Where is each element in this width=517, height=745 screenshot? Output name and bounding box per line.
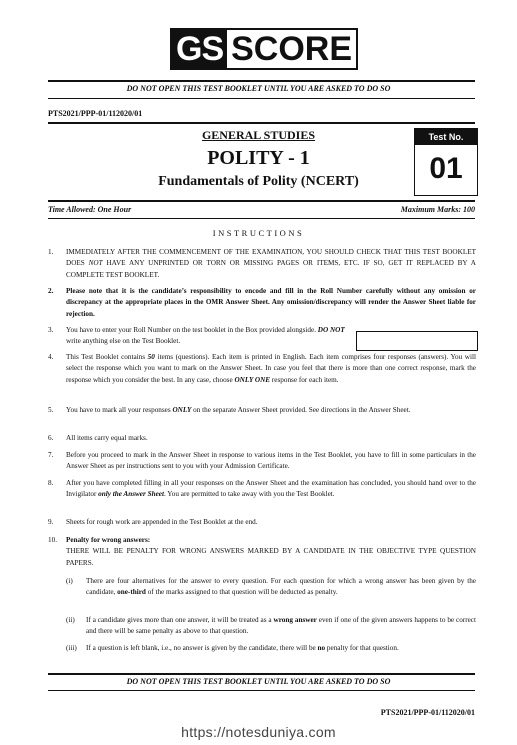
item-heading: Penalty for wrong answers: xyxy=(66,536,151,544)
booklet-code: PTS2021/PPP-01/112020/01 xyxy=(48,109,143,118)
item-number: 10. xyxy=(48,536,57,544)
test-number-box xyxy=(414,128,478,196)
subitem-number: (i) xyxy=(66,577,73,585)
item-emphasis: wrong answer xyxy=(273,616,317,624)
footer-booklet-code: PTS2021/PPP-01/112020/01 xyxy=(380,708,475,717)
instruction-item xyxy=(48,352,476,386)
gs-score-logo xyxy=(170,28,358,70)
item-text: This Test Booklet contains xyxy=(66,353,148,361)
logo-gs: GS xyxy=(172,30,227,68)
item-number: 6. xyxy=(48,434,54,442)
instruction-item xyxy=(48,517,476,528)
item-text: . You are permitted to take away with you the Test Booklet. xyxy=(163,490,335,499)
roll-number-box[interactable] xyxy=(356,331,478,351)
divider xyxy=(48,122,475,124)
item-text: If a question is left blank, i.e., no answer is given by the candidate, there will be xyxy=(86,644,318,652)
penalty-subitem xyxy=(66,615,476,638)
item-emphasis: no xyxy=(317,644,326,652)
item-text: write anything else on the Test Booklet. xyxy=(66,337,181,346)
item-text: response for each item. xyxy=(270,375,339,384)
subitem-number: (ii) xyxy=(66,616,75,624)
item-text: of the marks assigned to that question will be deducted as penalty. xyxy=(145,588,338,597)
item-text: IMMEDIATELY AFTER THE COMMENCEMENT OF THE EXAMINATION, YOU SHOULD CHECK THAT THIS TEST BOOKLET DOES xyxy=(66,248,476,268)
item-text: There are four alternatives for the answer to every question. For each question for which a wrong answer has been given by the candidate, xyxy=(86,577,476,597)
test-subtitle: Fundamentals of Polity (NCERT) xyxy=(158,174,359,189)
item-number: 4. xyxy=(48,353,54,361)
maximum-marks: Maximum Marks: 100 xyxy=(400,205,475,214)
item-text: Sheets for rough work are appended in the Test Booklet at the end. xyxy=(66,518,258,526)
item-text: Before you proceed to mark in the Answer Sheet in response to various items in the Test Booklet, you have to fill in some particulars in the Answer Sheet as per instructions sent to you with your Admission Certificate. xyxy=(66,451,476,471)
divider xyxy=(48,673,475,675)
top-warning: DO NOT OPEN THIS TEST BOOKLET UNTIL YOU ARE ASKED TO DO SO xyxy=(126,84,391,93)
item-number: 3. xyxy=(48,326,54,334)
item-emphasis: ONLY ONE xyxy=(234,375,271,384)
bottom-warning: DO NOT OPEN THIS TEST BOOKLET UNTIL YOU ARE ASKED TO DO SO xyxy=(126,677,391,686)
item-text: If a candidate gives more than one answer, it will be treated as a xyxy=(86,616,274,624)
item-text: Please note that it is the candidate’s responsibility to encode and fill in the Roll Number carefully without any omission or discrepancy at the appropriate places in the OMR Answer Sheet. Any omission/discrepancy will render the Answer Sheet liable for rejection. xyxy=(66,287,476,318)
item-text: even if one of the given answers happens to be correct and there will be same penalty as above to that question. xyxy=(86,616,476,636)
item-emphasis: one-third xyxy=(117,588,146,597)
instruction-item xyxy=(48,450,476,473)
divider xyxy=(48,200,475,202)
item-text: After you have completed filling in all your responses on the Answer Sheet and the examination has concluded, you should hand over to the Invigilator xyxy=(66,479,476,499)
test-title: POLITY - 1 xyxy=(207,147,310,169)
item-number: 8. xyxy=(48,479,54,487)
time-allowed: Time Allowed: One Hour xyxy=(48,205,132,214)
item-text: THERE WILL BE PENALTY FOR WRONG ANSWERS MARKED BY A CANDIDATE IN THE OBJECTIVE TYPE QUESTION PAPERS. xyxy=(66,547,476,567)
instruction-item xyxy=(48,535,476,569)
instruction-item xyxy=(48,247,476,281)
item-emphasis: NOT xyxy=(88,259,103,268)
item-emphasis: only the Answer Sheet xyxy=(98,490,164,499)
item-text: on the separate Answer Sheet provided. See directions in the Answer Sheet. xyxy=(191,406,411,414)
test-number-label: Test No. xyxy=(415,129,477,145)
divider xyxy=(48,80,475,82)
logo-score: SCORE xyxy=(231,30,353,68)
item-number: 1. xyxy=(48,248,54,256)
item-text: All items carry equal marks. xyxy=(66,434,148,442)
item-number: 7. xyxy=(48,451,54,459)
penalty-subitem xyxy=(66,576,476,599)
instructions-heading: INSTRUCTIONS xyxy=(212,228,305,238)
instruction-item xyxy=(48,325,348,348)
item-number: 9. xyxy=(48,518,54,526)
item-text: You have to enter your Roll Number on the test booklet in the Box provided alongside. xyxy=(66,326,318,334)
item-text: HAVE ANY UNPRINTED OR TORN OR MISSING PAGES OR ITEMS, ETC. IF SO, GET IT REPLACED BY A COMPLETE TEST BOOKLET. xyxy=(66,259,476,279)
subitem-number: (iii) xyxy=(66,644,77,652)
divider xyxy=(48,98,475,99)
instruction-item xyxy=(48,286,476,320)
penalty-subitem xyxy=(66,643,476,654)
item-number: 5. xyxy=(48,406,54,414)
subject-heading: GENERAL STUDIES xyxy=(201,128,316,142)
instruction-item xyxy=(48,478,476,501)
item-emphasis: DO NOT xyxy=(317,326,345,334)
instruction-item xyxy=(48,405,476,416)
instruction-item xyxy=(48,433,476,444)
item-text: You have to mark all your responses xyxy=(66,406,173,414)
test-number-value: 01 xyxy=(429,152,463,185)
item-number: 2. xyxy=(48,287,54,295)
item-text: items (questions). Each item is printed in English. Each item comprises four responses (answers). You will select the response which you want to mark on the Answer Sheet. In case you feel that there is more than one correct response, mark the response which you consider the best. In any case, choose xyxy=(66,353,476,384)
item-emphasis: ONLY xyxy=(172,406,192,414)
item-text: penalty for that question. xyxy=(325,644,399,652)
divider xyxy=(48,218,475,219)
divider xyxy=(48,690,475,691)
watermark-url[interactable]: https://notesduniya.com xyxy=(181,724,336,740)
item-emphasis: 50 xyxy=(147,353,155,361)
